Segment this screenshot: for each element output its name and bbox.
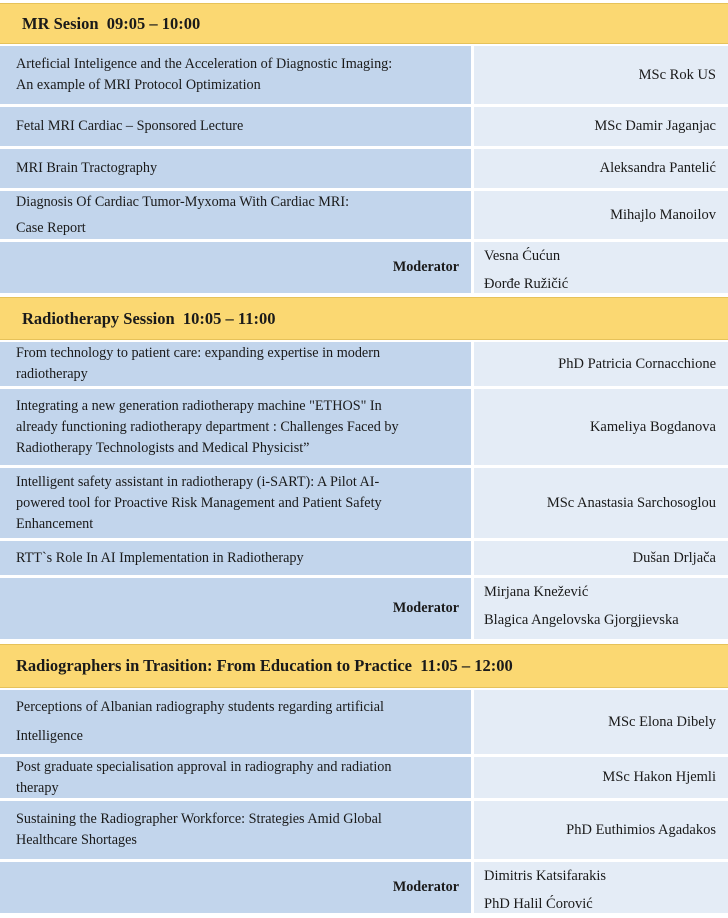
talk-row <box>0 541 728 578</box>
moderator-name: Đorđe Ružičić <box>484 276 569 292</box>
talk-title: Diagnosis Of Cardiac Tumor-Myxoma With Cardiac MRI: Case Report <box>0 191 471 242</box>
talk-speaker: Aleksandra Pantelić <box>474 149 728 191</box>
session-title: Radiographers in Trasition: From Education to Practice 11:05 – 12:00 <box>16 656 513 675</box>
talk-speaker: PhD Euthimios Agadakos <box>474 801 728 862</box>
talk-speaker: MSc Anastasia Sarchosoglou <box>474 468 728 541</box>
talk-speaker: Mihajlo Manoilov <box>474 191 728 242</box>
talk-title: Fetal MRI Cardiac – Sponsored Lecture <box>0 107 471 149</box>
talk-title: Arteficial Inteligence and the Acceleration of Diagnostic Imaging: An example of MRI Protocol Optimization <box>0 46 471 107</box>
talk-speaker: MSc Elona Dibely <box>474 690 728 757</box>
moderator-names <box>474 578 728 642</box>
session-header <box>0 644 728 688</box>
talk-title: Sustaining the Radiographer Workforce: Strategies Amid Global Healthcare Shortages <box>0 801 471 862</box>
session-header <box>0 297 728 340</box>
talk-speaker: MSc Hakon Hjemli <box>474 757 728 801</box>
talk-speaker: Kameliya Bogdanova <box>474 389 728 468</box>
moderator-label: Moderator <box>0 862 471 916</box>
moderator-label: Moderator <box>0 578 471 642</box>
talk-title: Perceptions of Albanian radiography students regarding artificial Intelligence <box>0 690 471 757</box>
moderator-row <box>0 862 728 916</box>
moderator-name: Dimitris Katsifarakis <box>484 868 607 884</box>
session-title: Radiotherapy Session 10:05 – 11:00 <box>22 308 276 328</box>
talk-row <box>0 149 728 191</box>
talk-title: From technology to patient care: expanding expertise in modern radiotherapy <box>0 342 471 389</box>
talk-row <box>0 389 728 468</box>
talk-speaker: MSc Rok US <box>474 46 728 107</box>
talk-row <box>0 801 728 862</box>
talk-speaker: PhD Patricia Cornacchione <box>474 342 728 389</box>
moderator-name: Vesna Ćućun <box>484 248 561 264</box>
talk-title: MRI Brain Tractography <box>0 149 471 191</box>
talk-speaker: MSc Damir Jaganjac <box>474 107 728 149</box>
moderator-name: Blagica Angelovska Gjorgjievska <box>484 612 679 628</box>
moderator-label: Moderator <box>0 242 471 296</box>
moderator-names <box>474 242 728 296</box>
talk-title: Integrating a new generation radiotherapy machine "ETHOS" In already functioning radiotherapy department : Challenges Faced by Radiotherapy Technologists and Medical Physicist” <box>0 389 471 468</box>
talk-row <box>0 46 728 107</box>
moderator-name: Mirjana Knežević <box>484 584 589 600</box>
moderator-name: PhD Halil Ćorović <box>484 896 593 912</box>
talk-row <box>0 191 728 242</box>
talk-speaker: Dušan Drljača <box>474 541 728 578</box>
talk-row <box>0 107 728 149</box>
session-header <box>0 3 728 44</box>
moderator-row <box>0 242 728 296</box>
session-title: MR Sesion 09:05 – 10:00 <box>22 13 201 33</box>
moderator-row <box>0 578 728 642</box>
talk-row <box>0 757 728 801</box>
talk-title: Post graduate specialisation approval in radiography and radiation therapy <box>0 757 471 801</box>
moderator-names <box>474 862 728 916</box>
talk-title: RTT`s Role In AI Implementation in Radiotherapy <box>0 541 471 578</box>
talk-title: Intelligent safety assistant in radiotherapy (i-SART): A Pilot AI- powered tool for Proactive Risk Management and Patient Safety Enhancement <box>0 468 471 541</box>
talk-row <box>0 342 728 389</box>
talk-row <box>0 690 728 757</box>
talk-row <box>0 468 728 541</box>
